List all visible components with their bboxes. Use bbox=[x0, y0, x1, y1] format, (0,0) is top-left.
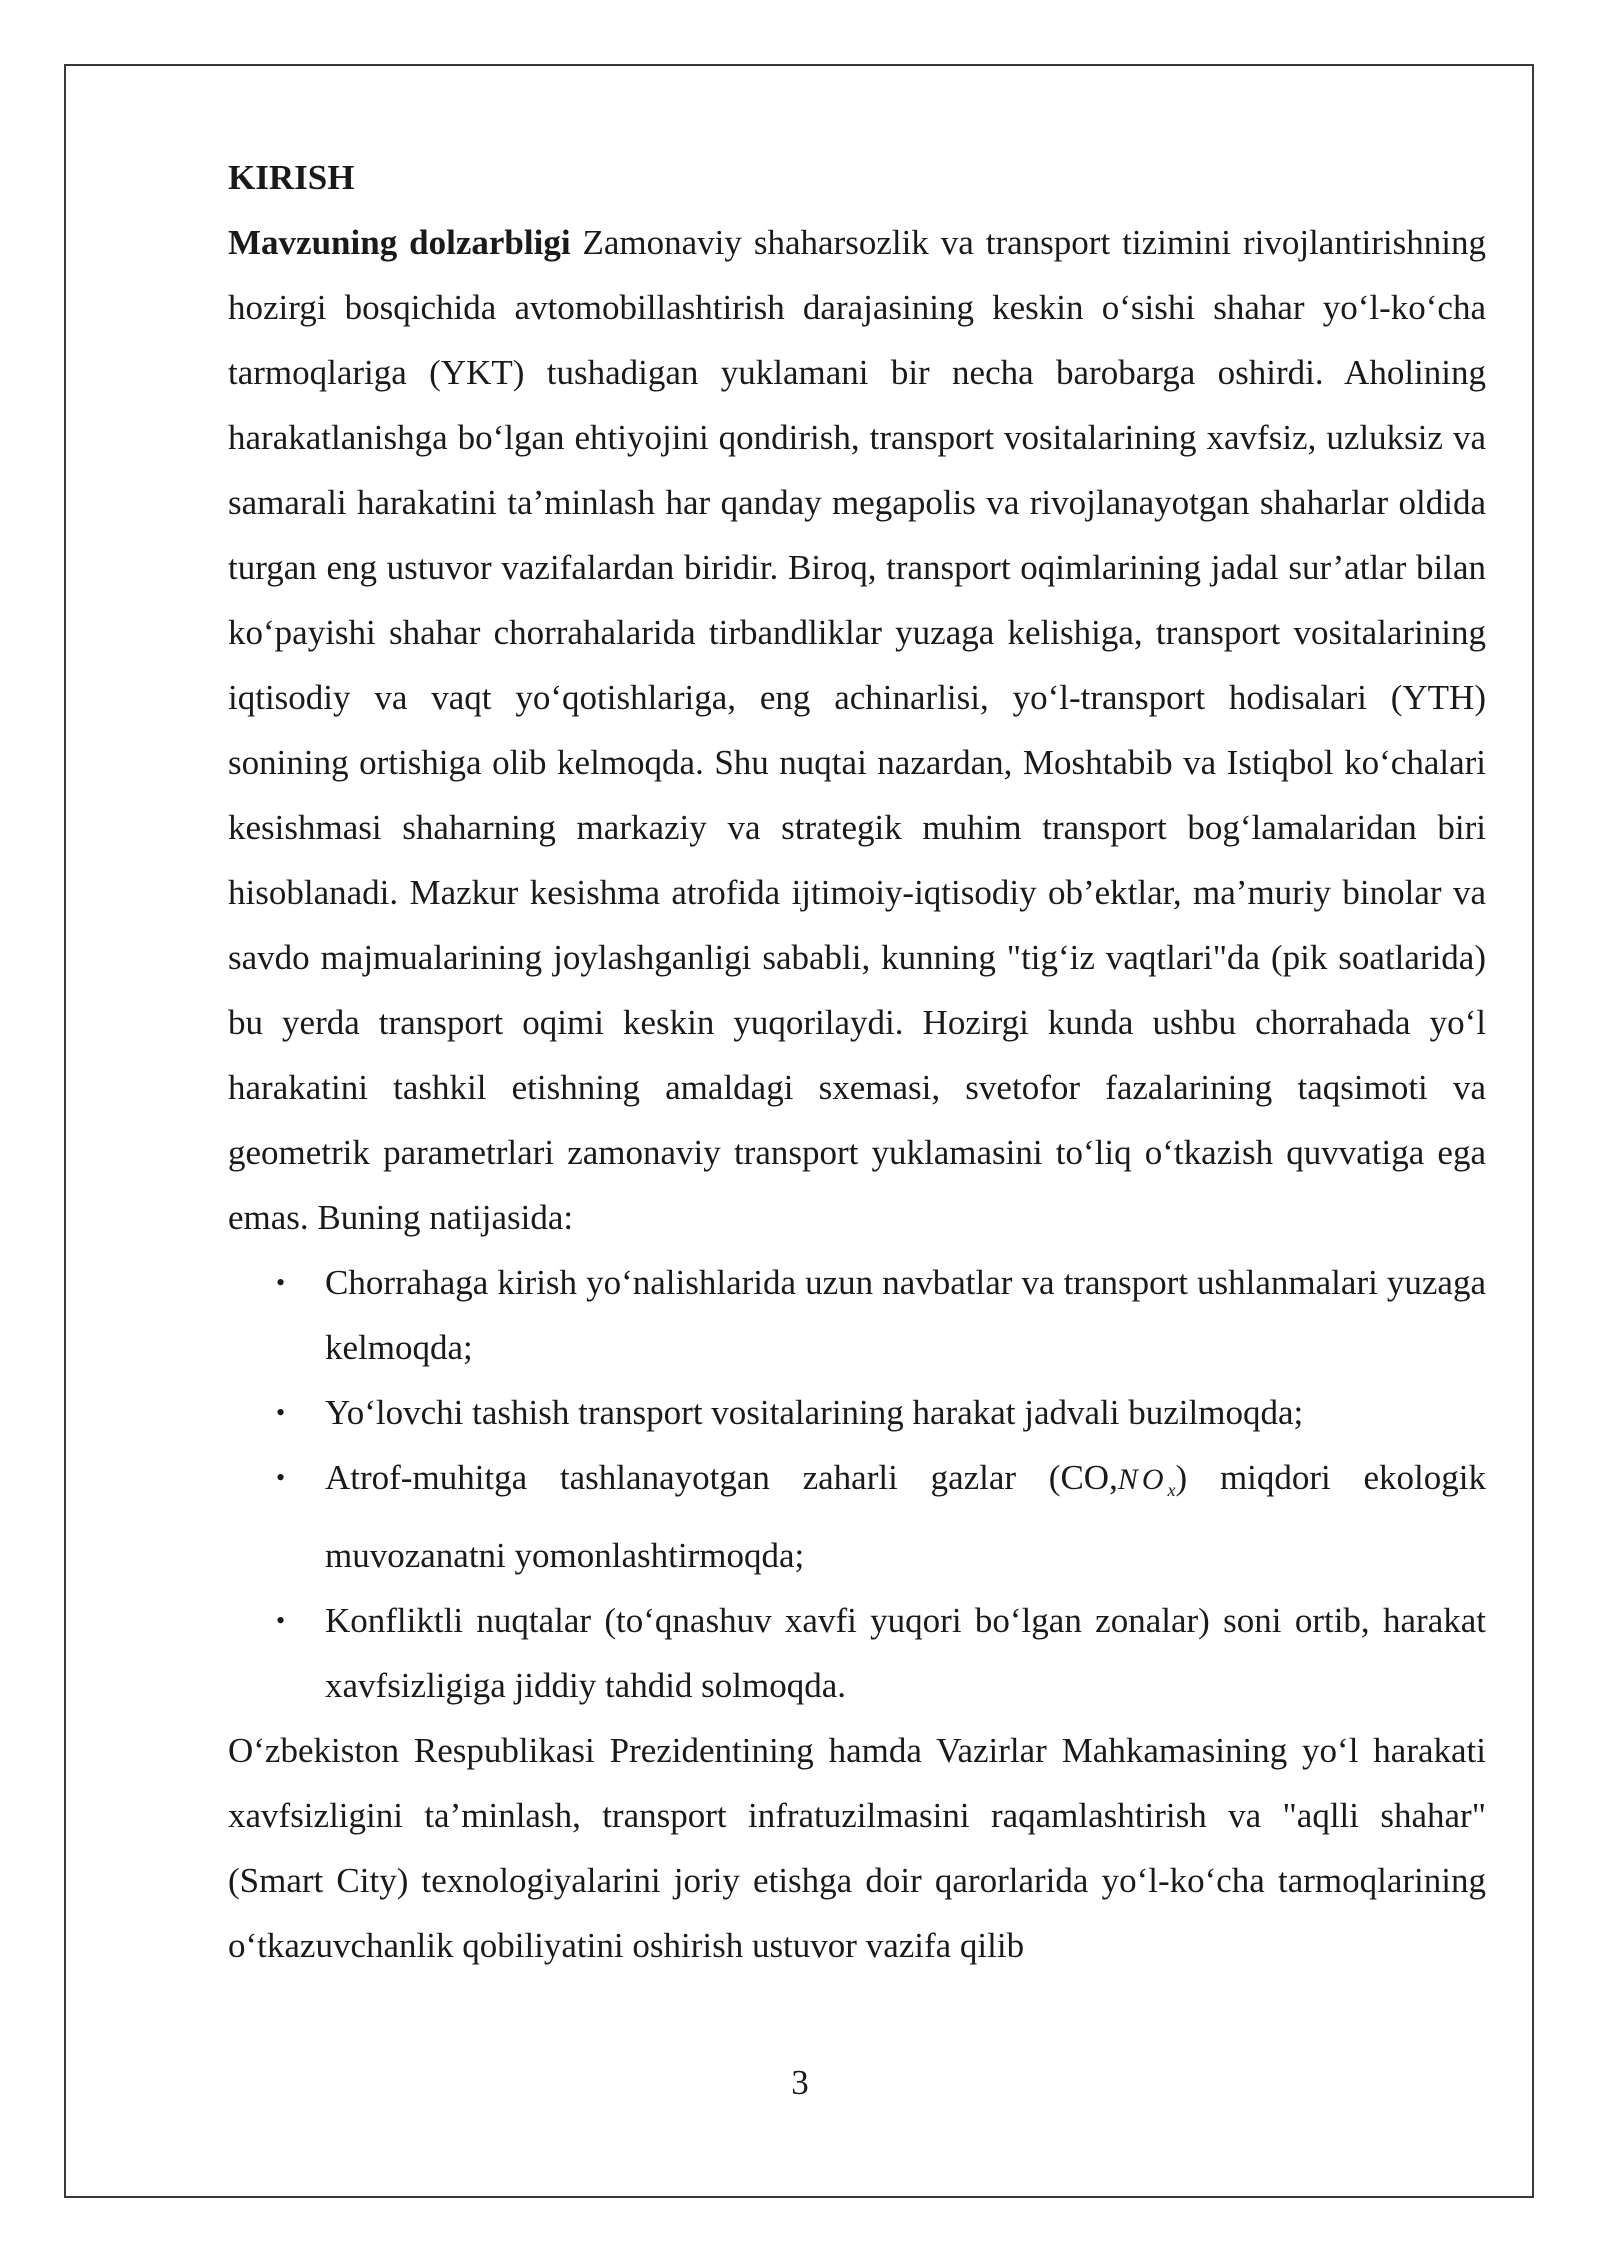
list-item-text: Konfliktli nuqtalar (to‘qnashuv xavfi yuqori bo‘lgan zonalar) soni ortib, harakat xavfsizligiga jiddiy tahdid solmoqda. bbox=[325, 1601, 1486, 1705]
bullet-icon: • bbox=[276, 1398, 286, 1427]
formula-subscript: x bbox=[1167, 1480, 1176, 1500]
document-body bbox=[228, 145, 1486, 1978]
section-heading: KIRISH bbox=[228, 158, 355, 197]
list-item-text-after: ) miqdori ekologik muvozanatni yomonlashtirmoqda; bbox=[325, 1458, 1487, 1575]
consequences-list bbox=[228, 1250, 1486, 1718]
list-item bbox=[228, 1588, 1486, 1718]
list-item bbox=[228, 1380, 1486, 1445]
bullet-icon: • bbox=[276, 1268, 286, 1297]
intro-text: Zamonaviy shaharsozlik va transport tizimini rivojlantirishning hozirgi bosqichida avtomobillashtirish darajasining keskin o‘sishi shahar yo‘l-ko‘cha tarmoqlariga (YKT) tushadigan yuklamani bir necha barobarga oshirdi. Aholining harakatlanishga bo‘lgan ehtiyojini qondirish, transport vositalarining xavfsiz, uzluksiz va samarali harakatini ta’minlash har qanday megapolis va rivojlanayotgan shaharlar oldida turgan eng ustuvor vazifalardan biridir. Biroq, transport oqimlarining jadal sur’atlar bilan ko‘payishi shahar chorrahalarida tirbandliklar yuzaga kelishiga, transport vositalarining iqtisodiy va vaqt yo‘qotishlariga, eng achinarlisi, yo‘l-transport hodisalari (YTH) sonining ortishiga olib kelmoqda. Shu nuqtai nazardan, Moshtabib va Istiqbol ko‘chalari kesishmasi shaharning markaziy va strategik muhim transport bog‘lamalaridan biri hisoblanadi. Mazkur kesishma atrofida ijtimoiy-iqtisodiy ob’ektlar, ma’muriy binolar va savdo majmualarining joylashganligi sababli, kunning "tig‘iz vaqtlari"da (pik soatlarida) bu yerda transport oqimi keskin yuqorilaydi. Hozirgi kunda ushbu chorrahada yo‘l harakatini tashkil etishning amaldagi sxemasi, svetofor fazalarining taqsimoti va geometrik parametrlari zamonaviy transport yuklamasini to‘liq o‘tkazish quvvatiga ega emas. Buning natijasida: bbox=[228, 223, 1486, 1237]
list-item-text-before: Atrof-muhitga tashlanayotgan zaharli gazlar (CO, bbox=[325, 1458, 1118, 1497]
bullet-icon: • bbox=[276, 1606, 286, 1635]
list-item-text: Yo‘lovchi tashish transport vositalarining harakat jadvali buzilmoqda; bbox=[325, 1393, 1304, 1432]
closing-paragraph: O‘zbekiston Respublikasi Prezidentining hamda Vazirlar Mahkamasining yo‘l harakati xavfsizligini ta’minlash, transport infratuzilmasini raqamlashtirish va "aqlli shahar" (Smart City) texnologiyalarini joriy etishga doir qarorlarida yo‘l-ko‘cha tarmoqlarining o‘tkazuvchanlik qobiliyatini oshirish ustuvor vazifa qilib bbox=[228, 1731, 1486, 1965]
page-number: 3 bbox=[791, 2063, 809, 2102]
list-item bbox=[228, 1250, 1486, 1380]
nox-formula bbox=[1117, 1463, 1176, 1500]
list-item-text: Chorrahaga kirish yo‘nalishlarida uzun navbatlar va transport ushlanmalari yuzaga kelmoqda; bbox=[325, 1263, 1486, 1367]
formula-main: NO bbox=[1117, 1463, 1168, 1496]
list-item bbox=[228, 1445, 1486, 1588]
bullet-icon: • bbox=[276, 1463, 286, 1492]
intro-lead: Mavzuning dolzarbligi bbox=[228, 223, 571, 262]
intro-paragraph bbox=[228, 210, 1486, 1250]
